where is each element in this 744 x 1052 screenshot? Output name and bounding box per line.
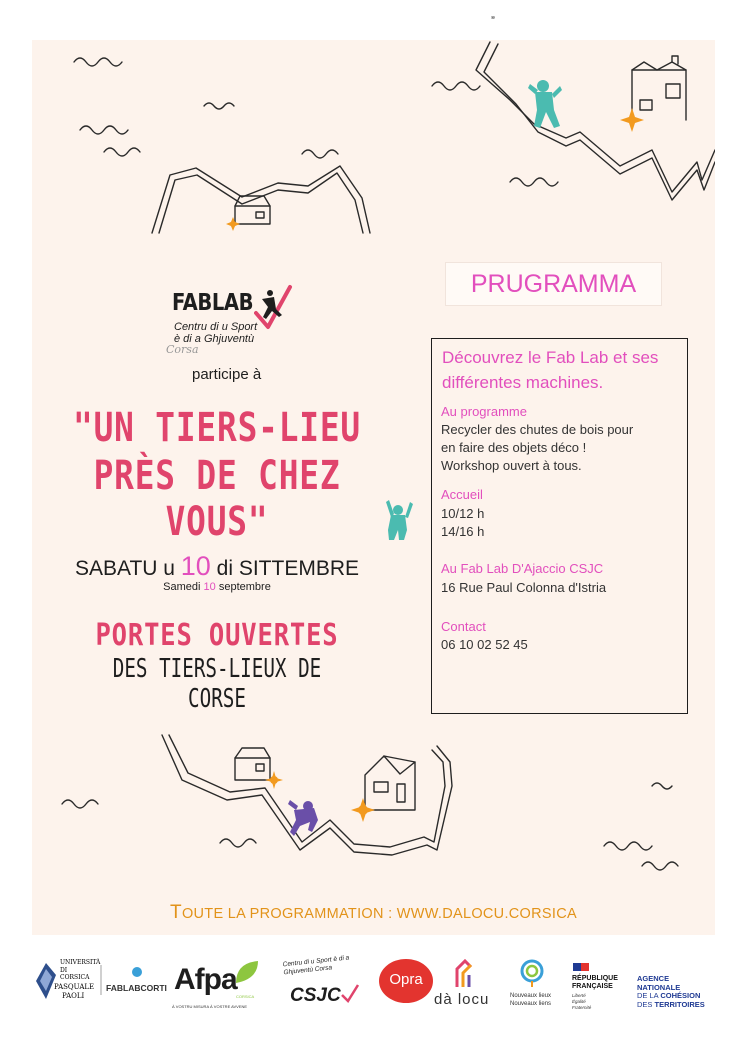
logo-fablabcorti: FABLABCORTI bbox=[106, 983, 167, 993]
climber-teal-top bbox=[528, 80, 562, 128]
squiggle-11 bbox=[652, 783, 672, 789]
logo-divider bbox=[100, 965, 102, 995]
anct-line-3b: COHÉSION bbox=[660, 991, 701, 1000]
squiggle-6 bbox=[432, 82, 480, 90]
afpa-leaf-icon bbox=[234, 959, 260, 985]
sun-2 bbox=[226, 217, 240, 231]
republique-line-4: Égalité bbox=[572, 999, 586, 1004]
house-top-right bbox=[632, 56, 686, 124]
nouveaux-line-2: Nouveaux liens bbox=[510, 1001, 552, 1007]
phone-number: 06 10 02 52 45 bbox=[441, 637, 528, 652]
fablabcorti-icon bbox=[132, 967, 142, 977]
event-date-french bbox=[32, 581, 402, 593]
logo-universita-di-corsica bbox=[34, 957, 101, 1005]
date-day-number: 10 bbox=[180, 551, 211, 581]
republique-line-3: Liberté bbox=[572, 993, 586, 998]
logo-afpa: Afpa bbox=[174, 963, 237, 996]
squiggle-10 bbox=[604, 842, 652, 850]
dalocu-icon bbox=[453, 959, 475, 989]
date-sub-before: Samedi bbox=[163, 581, 204, 593]
section-heading-accueil: Accueil bbox=[441, 487, 483, 502]
date-day-word: SABATU u bbox=[74, 557, 181, 580]
univ-line-3: PASQUALE bbox=[54, 983, 95, 991]
partner-logos bbox=[0, 945, 744, 1035]
programme-box bbox=[431, 338, 688, 714]
footer-text: OUTE LA PROGRAMMATION : WWW.DALOCU.CORSICA bbox=[181, 906, 577, 922]
section-text-accueil bbox=[441, 505, 681, 541]
mountain-line-e bbox=[162, 735, 452, 855]
logo-anct bbox=[637, 975, 705, 1009]
footer-cap: T bbox=[170, 902, 182, 923]
fablab-subtitle-1: Centru di u Sport bbox=[174, 321, 258, 333]
afpa-tag: CORSICA bbox=[236, 994, 255, 999]
squiggle-4 bbox=[104, 148, 140, 156]
republique-line-5: Fraternité bbox=[572, 1005, 592, 1010]
logo-opra: Opra bbox=[379, 959, 433, 1003]
poster bbox=[32, 40, 715, 935]
portes-ouvertes-subtitle: DES TIERS-LIEUX DE CORSE bbox=[112, 654, 322, 714]
squiggle-3 bbox=[80, 126, 128, 134]
nouveaux-line-1: Nouveaux lieux bbox=[510, 993, 552, 999]
sun-1 bbox=[620, 108, 644, 132]
programme-title: PRUGRAMMA bbox=[445, 262, 662, 306]
republique-line-2: FRANÇAISE bbox=[572, 983, 613, 990]
header-mark: ˮ bbox=[491, 14, 495, 28]
anct-line-2: NATIONALE bbox=[637, 982, 681, 992]
headline-line-1: "UN TIERS-LIEU bbox=[73, 405, 361, 451]
anct-line-4a: DES bbox=[637, 999, 655, 1009]
logo-csjc: CSJC bbox=[290, 985, 341, 1006]
date-month: di SITTEMBRE bbox=[210, 557, 360, 580]
fablab-checkmark-icon bbox=[254, 283, 294, 335]
republique-line-1: RÉPUBLIQUE bbox=[572, 975, 618, 982]
section-text-programme bbox=[441, 421, 681, 475]
sun-3 bbox=[265, 771, 283, 789]
logo-dalocu: dà locu bbox=[434, 991, 490, 1008]
fablab-script: Corsa bbox=[166, 343, 199, 356]
date-sub-number: 10 bbox=[203, 581, 216, 593]
section-heading-contact: Contact bbox=[441, 619, 486, 634]
portes-ouvertes-title: PORTES OUVERTES bbox=[95, 618, 339, 653]
squiggle-8 bbox=[62, 800, 98, 808]
section-text-location bbox=[441, 579, 681, 597]
accueil-line: 10/12 h bbox=[441, 506, 485, 521]
programme-intro: Découvrez le Fab Lab et ses différentes machines. bbox=[442, 348, 659, 392]
accueil-line: 14/16 h bbox=[441, 524, 485, 539]
squiggle-9 bbox=[220, 839, 256, 847]
afpa-slogan: À VOSTRU MISURA À VOSTRE AVVENE bbox=[172, 1004, 248, 1009]
address-line: 16 Rue Paul Colonna d'Istria bbox=[441, 580, 607, 595]
anct-line-3a: DE LA bbox=[637, 991, 661, 1000]
squiggle-7 bbox=[510, 178, 558, 186]
fablab-subtitle-2: è di a Ghjuventù bbox=[174, 333, 255, 345]
anct-line-4b: TERRITOIRES bbox=[654, 999, 705, 1009]
programme-line: en faire des objets déco ! bbox=[441, 440, 587, 455]
anct-line-4 bbox=[637, 1001, 705, 1010]
flag-red bbox=[581, 963, 589, 971]
mountain-line-f bbox=[169, 735, 445, 847]
fablab-logo-text: FABLAB bbox=[172, 290, 254, 316]
climber-purple-bottom bbox=[288, 800, 318, 836]
nouveaux-lieux-icon bbox=[519, 959, 545, 989]
house-bottom-right bbox=[365, 756, 415, 810]
csjc-arc-text: Centru di u Sport è di a Ghjuventù Corsa bbox=[282, 954, 350, 977]
squiggle-5 bbox=[302, 150, 338, 158]
section-heading-location: Au Fab Lab D'Ajaccio CSJC bbox=[441, 561, 604, 576]
programme-line: Workshop ouvert à tous. bbox=[441, 458, 582, 473]
sun-4 bbox=[351, 798, 375, 822]
house-bottom-left bbox=[235, 748, 270, 780]
anct-line-1: AGENCE bbox=[637, 974, 670, 983]
univ-line-4: PAOLI bbox=[62, 992, 85, 1000]
date-sub-after: septembre bbox=[215, 581, 271, 593]
squiggle-1 bbox=[74, 58, 122, 66]
participe-text: participe à bbox=[192, 366, 262, 383]
section-text-contact bbox=[441, 636, 681, 654]
footer-programme-link[interactable] bbox=[32, 902, 715, 924]
section-heading-programme: Au programme bbox=[441, 404, 527, 419]
squiggle-12 bbox=[642, 862, 678, 870]
mountain-line-c bbox=[476, 42, 715, 192]
climber-teal-mid bbox=[386, 500, 413, 540]
squiggle-2 bbox=[204, 103, 234, 109]
univ-line-2: DI CORSICA bbox=[60, 967, 90, 981]
flag-blue bbox=[573, 963, 581, 971]
headline-line-2: PRÈS DE CHEZ VOUS" bbox=[93, 453, 341, 545]
mountain-line-a bbox=[152, 166, 370, 233]
univ-line-1: UNIVERSITÀ bbox=[60, 959, 101, 966]
csjc-checkmark-icon bbox=[340, 983, 360, 1003]
event-date bbox=[32, 551, 402, 582]
corsica-emblem-icon bbox=[34, 961, 58, 1001]
programme-line: Recycler des chutes de bois pour bbox=[441, 422, 634, 437]
